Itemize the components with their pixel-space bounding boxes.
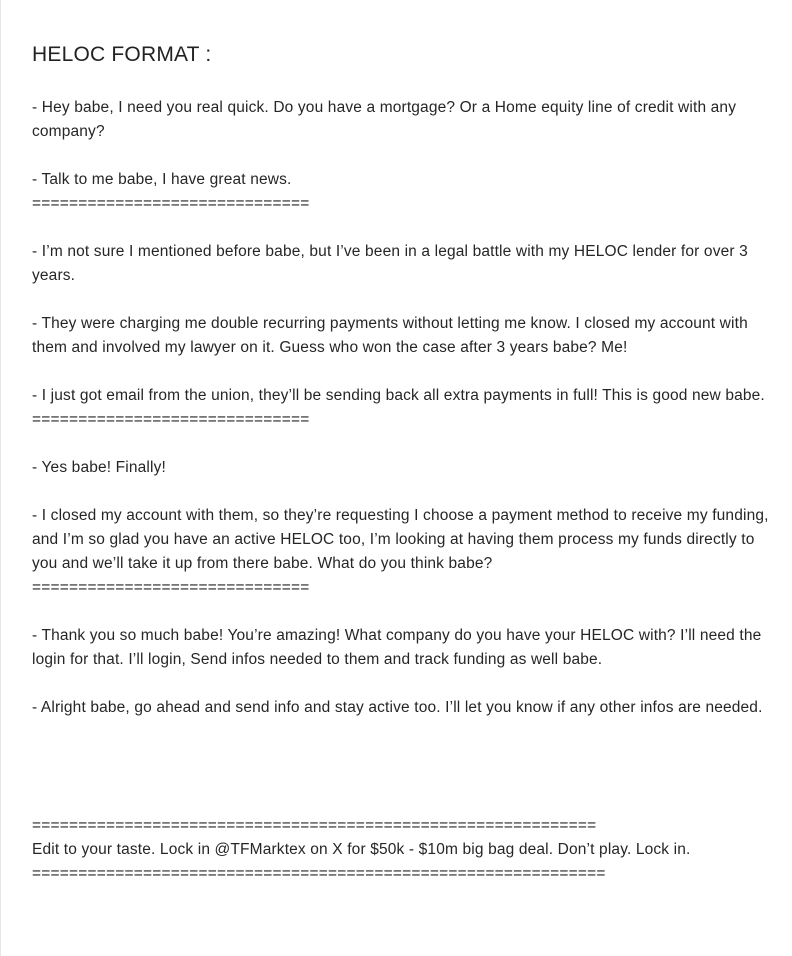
spacer (32, 216, 772, 240)
spacer (32, 480, 772, 504)
paragraph-1: - Hey babe, I need you real quick. Do you have a mortgage? Or a Home equity line of credit with any company? (32, 99, 737, 140)
paragraph-4: - They were charging me double recurring payments without letting me know. I closed my account with them and involved my lawyer on it. Guess who won the case after 3 years babe? Me! (32, 315, 748, 356)
footer-text: Edit to your taste. Lock in @TFMarktex on X for $50k - $10m big bag deal. Don’t play. Lock in. (32, 841, 691, 858)
paragraph-3: - I’m not sure I mentioned before babe, but I’ve been in a legal battle with my HELOC lender for over 3 years. (32, 243, 748, 284)
spacer (32, 600, 772, 624)
paragraph-7: - I closed my account with them, so they’re requesting I choose a payment method to receive my funding, and I’m so glad you have an active HELOC too, I’m looking at having them process my funds directly to you and we’ll take it up from there babe. What do you think babe? (32, 507, 769, 572)
separator-line: ============================== (32, 195, 310, 212)
paragraph-8: - Thank you so much babe! You’re amazing! What company do you have your HELOC with? I’ll need the login for that. I’ll login, Send infos needed to them and track funding as well babe. (32, 627, 762, 668)
footer-note (32, 814, 772, 886)
paragraph-6: - Yes babe! Finally! (32, 459, 166, 476)
paragraph-5: - I just got email from the union, they’ll be sending back all extra payments in full! This is good new babe. (32, 387, 765, 404)
spacer (32, 432, 772, 456)
footer-separator-bottom: ============================================================== (32, 865, 606, 882)
spacer (32, 672, 772, 696)
spacer (32, 288, 772, 312)
separator-line: ============================== (32, 411, 310, 428)
document-body (32, 96, 772, 720)
paragraph-2: - Talk to me babe, I have great news. (32, 171, 292, 188)
spacer (32, 144, 772, 168)
spacer (32, 360, 772, 384)
page-title: HELOC FORMAT : (32, 43, 212, 66)
footer-separator-top: ============================================================= (32, 817, 597, 834)
paragraph-9: - Alright babe, go ahead and send info and stay active too. I’ll let you know if any other infos are needed. (32, 699, 763, 716)
separator-line: ============================== (32, 579, 310, 596)
